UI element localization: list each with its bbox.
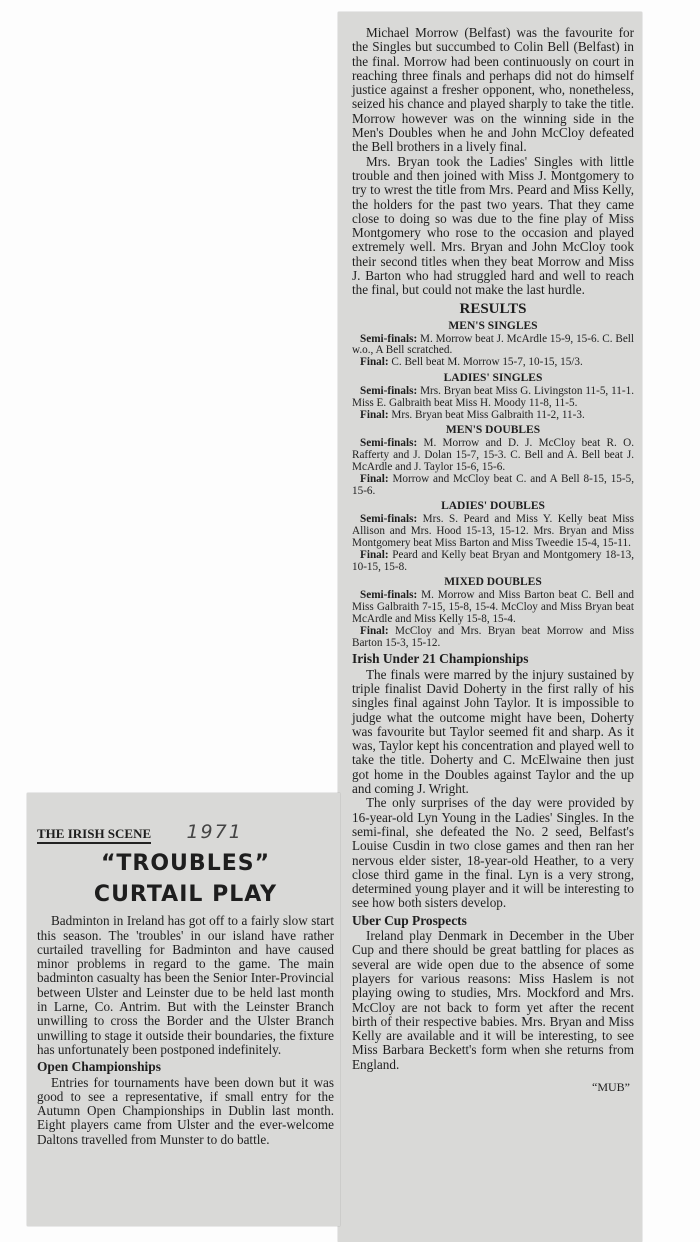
under21-heading: Irish Under 21 Championships [352, 651, 529, 667]
event-heading: LADIES' SINGLES [443, 372, 543, 385]
final-text: McCloy and Mrs. Bryan beat Morrow and Miss Barton 15-3, 15-12. [352, 624, 635, 649]
semi-finals-label: Semi-finals: [360, 513, 418, 526]
event-heading: MEN'S DOUBLES [445, 424, 541, 437]
semi-finals-text: Mrs. S. Peard and Miss Y. Kelly beat Miss Allison and Mrs. Hood 15-13, 15-12. Mrs. Bryan and Miss Montgomery beat Miss Barton and Miss Tweedie 15-4, 15-11. [352, 513, 635, 549]
semi-finals-label: Semi-finals: [360, 437, 418, 450]
final-label: Final: [360, 408, 389, 421]
results-event [352, 576, 634, 649]
final-result [352, 410, 634, 422]
final-result [352, 474, 634, 498]
paragraph: The only surprises of the day were provided by 16-year-old Lyn Young in the Ladies' Singles. In the semi-final, she defeated the No. 2 seed, Belfast's Louise Cusdin in two close games and then ran her nervous elder sister, 18-year-old Heather, to a very close third game in the final. Lyn is a very strong, determined young player and it will be interesting to see how both sisters develop. [352, 795, 634, 911]
section-kicker: THE IRISH SCENE [37, 827, 151, 844]
uber-cup-heading: Uber Cup Prospects [352, 912, 467, 928]
semi-finals-result [352, 386, 634, 410]
final-text: Morrow and McCloy beat C. and A Bell 8-15, 15-5, 15-6. [352, 472, 635, 497]
headline [37, 848, 334, 910]
final-text: Mrs. Bryan beat Miss Galbraith 11-2, 11-3. [391, 408, 585, 421]
results-section [352, 302, 634, 650]
final-label: Final: [360, 472, 389, 485]
semi-finals-text: Mrs. Bryan beat Miss G. Livingston 11-5, 11-1. Miss E. Galbraith beat Miss H. Moody 11-8, 11-5. [352, 385, 634, 409]
headline-line-2: CURTAIL PLAY [93, 882, 278, 908]
final-label: Final: [360, 548, 389, 561]
final-result [352, 550, 634, 574]
semi-finals-result [352, 590, 634, 625]
intro-paragraph: Badminton in Ireland has got off to a fairly slow start this season. The 'troubles' in our island have rather curtailed travelling for Badminton and have caused minor problems in regard to the game. The main badminton casualty has been the Senior Inter-Provincial between Ulster and Leinster due to be held last month in Larne, Co. Antrim. But with the Leinster Branch unwilling to cross the Border and the Ulster Branch unwilling to stage it outside their boundaries, the fixture has unfortunately been postponed indefinitely. [37, 913, 334, 1057]
handwritten-year: 1971 [186, 821, 243, 843]
semi-finals-result [352, 514, 634, 549]
event-heading: LADIES' DOUBLES [441, 500, 545, 513]
semi-finals-result [352, 438, 634, 473]
semi-finals-result [352, 334, 634, 358]
final-result [352, 357, 634, 369]
paragraph: Ireland play Denmark in December in the Uber Cup and there should be great battling for places as several are wide open due to the absence of some players for various reasons: Miss Haslem is not playing owing to studies, Mrs. Mockford and Mrs. McCloy are not back to form yet after the recent birth of their respective babies. Mrs. Bryan and Miss Kelly are available and it will be interesting, to see Miss Barbara Beckett's form when she returns from England. [352, 928, 634, 1072]
semi-finals-text: M. Morrow and D. J. McCloy beat R. O. Rafferty and J. Dolan 15-7, 15-3. C. Bell and A. Bell beat J. McArdle and J. Taylor 15-6, 15-6. [352, 437, 635, 474]
results-event [352, 424, 634, 497]
paragraph: Michael Morrow (Belfast) was the favourite for the Singles but succumbed to Colin Bell (Belfast) in the final. Morrow had been continuously on court in reaching three finals and perhaps did not do himself justice against a fresher opponent, who, nonetheless, seized his chance and played sharply to take the title. Morrow however was on the winning side in the Men's Doubles when he and John McCloy defeated the Bell brothers in a lively final. [352, 25, 634, 155]
right-column-text [352, 26, 634, 1094]
paragraph: Entries for tournaments have been down but it was good to see a representative, if small entry for the Autumn Open Championships in Dublin last month. Eight players came from Ulster and the ever-welcome Daltons travelled from Munster to do battle. [37, 1074, 334, 1147]
results-event [352, 500, 634, 573]
headline-line-1: “TROUBLES” [100, 851, 271, 877]
semi-finals-text: M. Morrow beat J. McArdle 15-9, 15-6. C. Bell w.o., A Bell scratched. [352, 332, 634, 357]
open-championships-heading: Open Championships [37, 1059, 161, 1075]
semi-finals-label: Semi-finals: [360, 332, 418, 345]
final-label: Final: [360, 624, 389, 637]
final-text: Peard and Kelly beat Bryan and Montgomery 18-13, 10-15, 15-8. [352, 548, 634, 573]
article-continuation-clipping [338, 12, 642, 1242]
results-event [352, 372, 634, 421]
semi-finals-text: M. Morrow and Miss Barton beat C. Bell and Miss Galbraith 7-15, 15-8, 15-4. McCloy and Miss Bryan beat McArdle and Miss Kelly 15-8, 15-4. [352, 589, 635, 625]
left-column-text [37, 801, 334, 1147]
event-heading: MEN'S SINGLES [448, 319, 538, 332]
paragraph: The finals were marred by the injury sustained by triple finalist David Doherty in the first rally of his singles final against John Taylor. It is impossible to judge what the outcome might have been, Doherty was favourite but Taylor seemed fit and sharp. As it was, Taylor kept his concentration and played well to take the title. Doherty and C. McElwaine then just got home in the Doubles against Taylor and the up and coming J. Wright. [352, 666, 634, 797]
results-event [352, 320, 634, 369]
final-result [352, 626, 634, 650]
paragraph: Mrs. Bryan took the Ladies' Singles with little trouble and then joined with Miss J. Montgomery to try to wrest the title from Mrs. Peard and Miss Kelly, the holders for the past two years. That they came close to doing so was due to the fine play of Miss Montgomery who rose to the occasion and played extremely well. Mrs. Bryan and John McCloy took their second titles when they beat Morrow and Miss J. Barton who had struggled hard and well to reach the final, but could not make the last hurdle. [352, 153, 634, 298]
author-signature: “MUB” [592, 1079, 630, 1094]
semi-finals-label: Semi-finals: [360, 589, 418, 602]
article-start-clipping [27, 793, 340, 1226]
results-title: RESULTS [459, 300, 527, 317]
semi-finals-label: Semi-finals: [360, 385, 418, 398]
final-label: Final: [360, 356, 389, 369]
event-heading: MIXED DOUBLES [444, 576, 542, 589]
final-text: C. Bell beat M. Morrow 15-7, 10-15, 15/3. [391, 356, 583, 369]
